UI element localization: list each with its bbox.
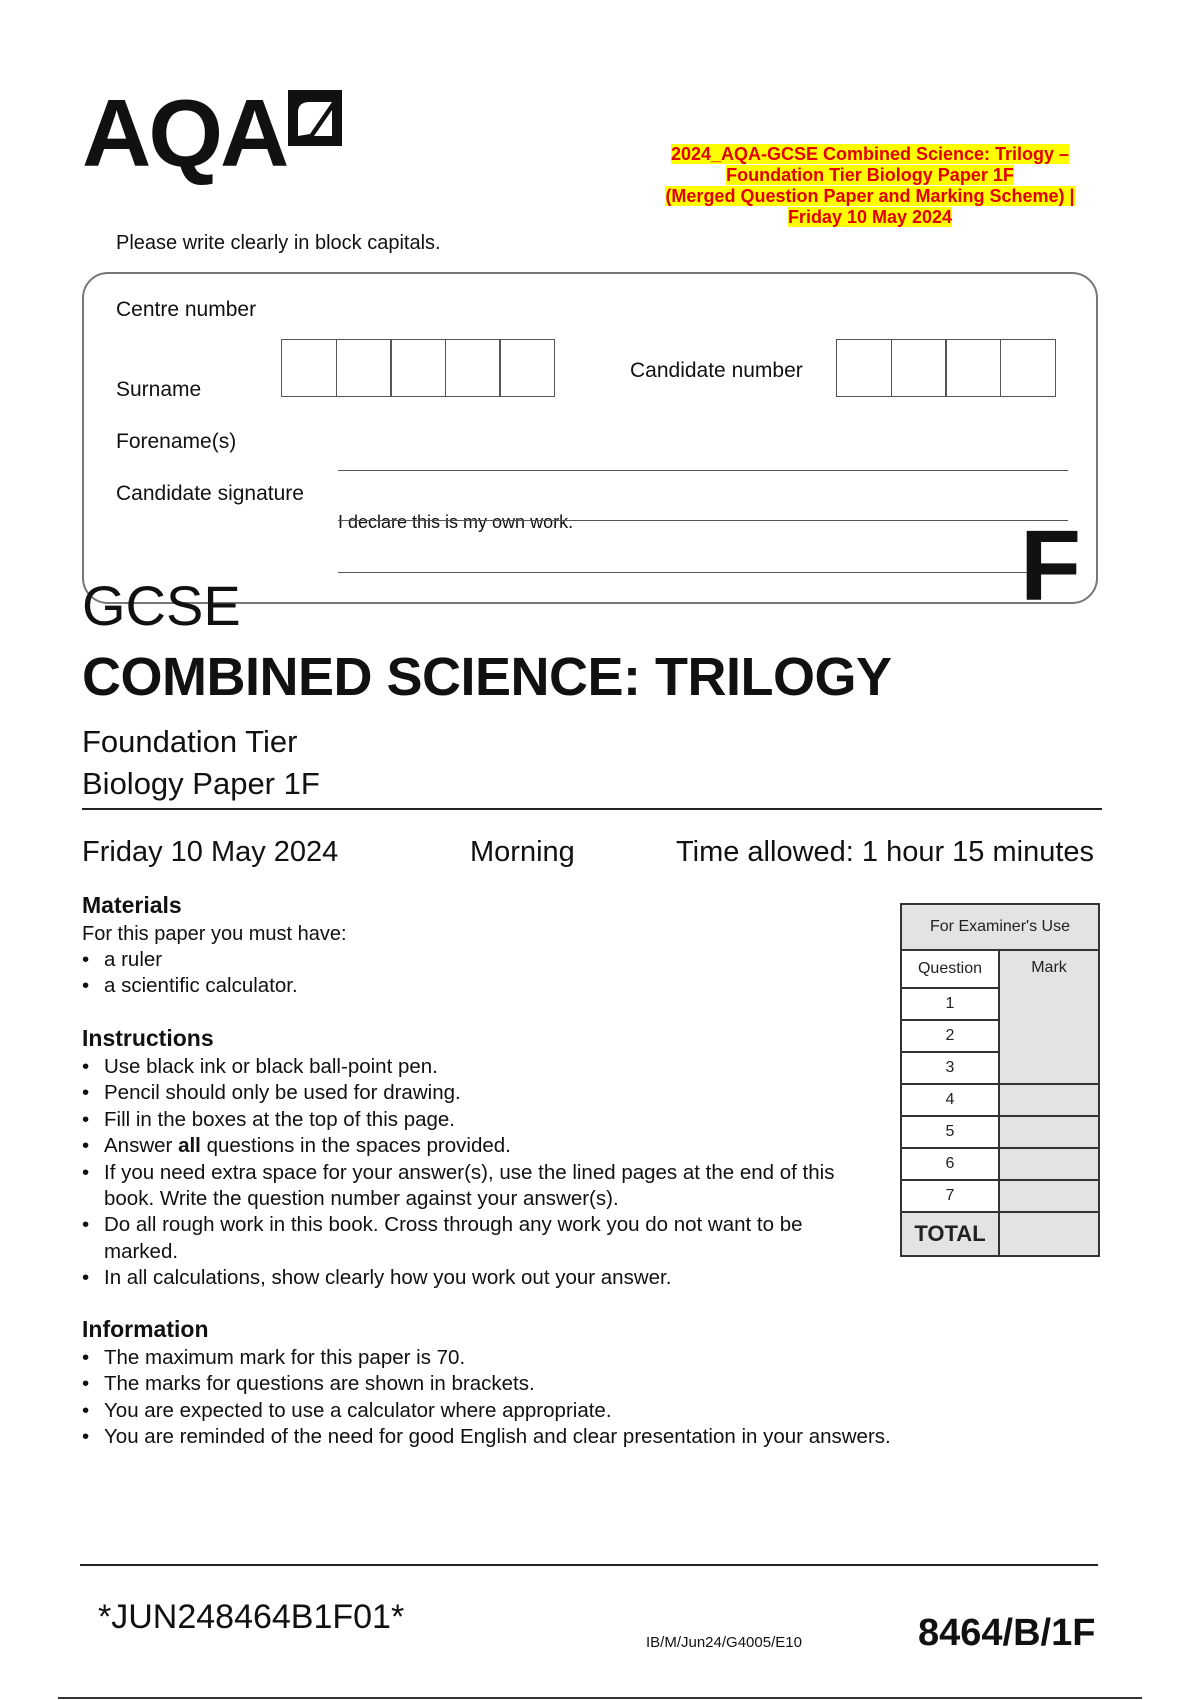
page-bottom-rule xyxy=(58,1697,1142,1699)
information-list xyxy=(82,1345,982,1451)
list-item: • You are expected to use a calculator where appropriate. xyxy=(82,1398,982,1424)
title-divider xyxy=(82,808,1102,810)
list-item: • a ruler xyxy=(82,947,782,973)
block-capitals-note: Please write clearly in block capitals. xyxy=(116,232,441,254)
forename-line[interactable] xyxy=(338,520,1068,521)
instructions-heading: Instructions xyxy=(82,1025,214,1051)
subject-title: COMBINED SCIENCE: TRILOGY xyxy=(82,647,892,707)
list-item: • Do all rough work in this book. Cross through any work you do not want to be marked. xyxy=(82,1212,882,1265)
forename-label: Forename(s) xyxy=(116,430,237,453)
highlight-line: 2024_AQA-GCSE Combined Science: Trilogy – xyxy=(670,144,1070,164)
centre-number-digit[interactable] xyxy=(445,339,501,397)
information-heading: Information xyxy=(82,1316,209,1342)
highlight-line: Friday 10 May 2024 xyxy=(787,207,953,227)
question-number: 2 xyxy=(901,1020,999,1052)
materials-intro: For this paper you must have: xyxy=(82,923,347,945)
exam-session: Morning xyxy=(470,836,575,868)
mark-column-header: Mark xyxy=(999,950,1099,1084)
list-item xyxy=(82,1133,882,1159)
candidate-number-digit[interactable] xyxy=(891,339,947,397)
surname-label: Surname xyxy=(116,378,202,401)
question-number: 6 xyxy=(901,1148,999,1180)
centre-number-label: Centre number xyxy=(116,298,257,321)
list-item: • You are reminded of the need for good English and clear presentation in your answers. xyxy=(82,1424,982,1450)
instructions-list xyxy=(82,1054,882,1292)
surname-line[interactable] xyxy=(338,470,1068,471)
list-item: • a scientific calculator. xyxy=(82,973,782,999)
question-column-header: Question xyxy=(901,950,999,988)
question-number: 4 xyxy=(901,1084,999,1116)
candidate-number-label: Candidate number xyxy=(630,359,803,382)
aqa-logo-mark-icon xyxy=(288,90,342,146)
mark-cell[interactable] xyxy=(999,1180,1099,1212)
question-number: 5 xyxy=(901,1116,999,1148)
declaration-text: I declare this is my own work. xyxy=(338,512,574,532)
aqa-logo: AQA xyxy=(82,80,287,187)
total-label: TOTAL xyxy=(901,1212,999,1256)
highlighted-document-title xyxy=(620,144,1120,228)
highlight-line: (Merged Question Paper and Marking Scheme) | xyxy=(665,186,1075,206)
answer-rest: questions in the spaces provided. xyxy=(206,1134,511,1158)
list-item: • If you need extra space for your answer(s), use the lined pages at the end of this book. Write the question number against your answer(s). xyxy=(82,1160,882,1213)
mark-cell[interactable] xyxy=(999,1148,1099,1180)
centre-number-boxes xyxy=(281,339,554,397)
materials-list xyxy=(82,947,782,1000)
tier-title: Foundation Tier xyxy=(82,724,298,759)
answer-prefix: Answer xyxy=(104,1134,173,1158)
materials-heading: Materials xyxy=(82,892,182,918)
total-mark-cell[interactable] xyxy=(999,1212,1099,1256)
answer-all-emphasis: all xyxy=(178,1134,201,1158)
time-allowed: Time allowed: 1 hour 15 minutes xyxy=(676,836,1095,868)
list-item: • In all calculations, show clearly how you work out your answer. xyxy=(82,1265,882,1291)
qualification-title: GCSE xyxy=(82,574,241,637)
reference-code: IB/M/Jun24/G4005/E10 xyxy=(646,1634,802,1651)
footer-divider xyxy=(80,1564,1098,1566)
candidate-number-digit[interactable] xyxy=(945,339,1001,397)
list-item: • Pencil should only be used for drawing. xyxy=(82,1080,882,1106)
question-number: 3 xyxy=(901,1052,999,1084)
exam-date: Friday 10 May 2024 xyxy=(82,836,339,868)
centre-number-digit[interactable] xyxy=(390,339,446,397)
list-item: • Use black ink or black ball-point pen. xyxy=(82,1054,882,1080)
question-number: 7 xyxy=(901,1180,999,1212)
mark-cell[interactable] xyxy=(999,1084,1099,1116)
question-number: 1 xyxy=(901,988,999,1020)
examiner-use-title: For Examiner's Use xyxy=(901,904,1099,950)
centre-number-digit[interactable] xyxy=(499,339,555,397)
candidate-number-boxes xyxy=(836,339,1054,397)
examiner-use-table xyxy=(900,903,1100,1257)
list-item: • Fill in the boxes at the top of this page. xyxy=(82,1107,882,1133)
list-item: • The marks for questions are shown in brackets. xyxy=(82,1371,982,1397)
list-item: • The maximum mark for this paper is 70. xyxy=(82,1345,982,1371)
candidate-number-digit[interactable] xyxy=(836,339,892,397)
mark-cell[interactable] xyxy=(999,1116,1099,1148)
barcode-text: *JUN248464B1F01* xyxy=(98,1598,405,1636)
paper-title: Biology Paper 1F xyxy=(82,766,320,801)
signature-line[interactable] xyxy=(338,572,1068,573)
centre-number-digit[interactable] xyxy=(281,339,337,397)
centre-number-digit[interactable] xyxy=(336,339,392,397)
tier-letter: F xyxy=(1020,510,1082,622)
highlight-line: Foundation Tier Biology Paper 1F xyxy=(726,165,1014,185)
paper-code: 8464/B/1F xyxy=(918,1612,1096,1654)
signature-label: Candidate signature xyxy=(116,482,304,505)
candidate-number-digit[interactable] xyxy=(1000,339,1056,397)
